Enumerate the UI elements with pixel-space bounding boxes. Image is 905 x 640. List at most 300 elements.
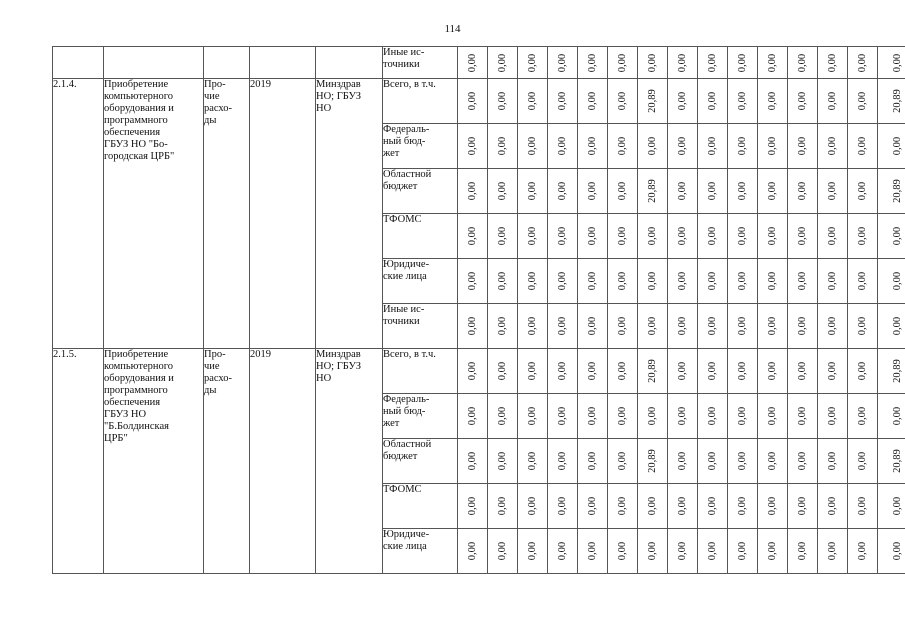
value-cell xyxy=(608,439,638,484)
value-cell xyxy=(698,349,728,394)
value-cell xyxy=(788,484,818,529)
value-cell xyxy=(668,47,698,79)
value-cell xyxy=(848,214,878,259)
item-number: 2.1.5. xyxy=(53,349,104,574)
value-cell xyxy=(848,394,878,439)
value-cell xyxy=(488,484,518,529)
value-cell xyxy=(578,394,608,439)
value-text: 0,00 xyxy=(616,91,628,111)
value-text: 0,00 xyxy=(706,181,718,201)
source-cell: ТФОМС xyxy=(383,484,458,529)
value-cell xyxy=(758,439,788,484)
value-text: 0,00 xyxy=(796,496,808,516)
value-cell xyxy=(698,169,728,214)
value-text: 0,00 xyxy=(586,53,598,72)
value-text: 0,00 xyxy=(676,451,688,471)
value-text: 0,00 xyxy=(586,361,598,381)
value-cell xyxy=(758,79,788,124)
value-text: 0,00 xyxy=(586,271,598,291)
source-cell: Юридиче- ские лица xyxy=(383,529,458,574)
value-text: 0,00 xyxy=(466,271,478,291)
value-text: 0,00 xyxy=(526,316,538,336)
value-text: 0,00 xyxy=(856,406,868,426)
value-text: 0,00 xyxy=(676,136,688,156)
value-cell xyxy=(728,304,758,349)
value-text: 0,00 xyxy=(796,406,808,426)
value-text: 0,00 xyxy=(706,496,718,516)
value-cell xyxy=(788,169,818,214)
value-text: 0,00 xyxy=(646,271,658,291)
value-text: 0,00 xyxy=(891,271,903,291)
value-cell xyxy=(668,124,698,169)
value-text: 0,00 xyxy=(856,541,868,561)
value-text: 0,00 xyxy=(496,406,508,426)
value-text: 0,00 xyxy=(766,53,778,72)
value-text: 0,00 xyxy=(891,226,903,246)
value-cell xyxy=(698,484,728,529)
value-cell xyxy=(518,484,548,529)
value-cell xyxy=(848,47,878,79)
value-cell xyxy=(608,79,638,124)
value-cell xyxy=(458,259,488,304)
value-text: 0,00 xyxy=(856,181,868,201)
value-cell xyxy=(608,529,638,574)
value-text: 0,00 xyxy=(856,91,868,111)
value-cell xyxy=(578,169,608,214)
value-cell xyxy=(818,169,848,214)
value-cell xyxy=(818,529,848,574)
value-cell xyxy=(458,79,488,124)
value-cell xyxy=(548,169,578,214)
value-cell xyxy=(548,259,578,304)
value-text: 0,00 xyxy=(826,136,838,156)
value-text: 0,00 xyxy=(796,451,808,471)
value-cell xyxy=(488,79,518,124)
value-cell xyxy=(458,349,488,394)
value-cell xyxy=(848,529,878,574)
value-cell xyxy=(698,529,728,574)
value-text: 0,00 xyxy=(826,316,838,336)
value-text: 0,00 xyxy=(586,226,598,246)
value-cell xyxy=(518,47,548,79)
value-text: 0,00 xyxy=(891,316,903,336)
source-cell: Областной бюджет xyxy=(383,169,458,214)
value-text: 0,00 xyxy=(466,451,478,471)
value-text: 0,00 xyxy=(796,541,808,561)
value-cell xyxy=(578,259,608,304)
value-text: 0,00 xyxy=(526,541,538,561)
value-cell xyxy=(488,304,518,349)
value-text: 0,00 xyxy=(466,226,478,246)
source-cell: Иные ис- точники xyxy=(383,47,458,79)
value-text: 20,89 xyxy=(891,359,903,383)
value-text: 0,00 xyxy=(496,53,508,72)
value-text: 20,89 xyxy=(646,359,658,383)
value-text: 0,00 xyxy=(706,406,718,426)
value-cell xyxy=(488,394,518,439)
value-cell xyxy=(848,79,878,124)
value-cell xyxy=(548,124,578,169)
value-text: 0,00 xyxy=(736,316,748,336)
table-row xyxy=(53,47,905,79)
value-cell xyxy=(638,79,668,124)
value-text: 0,00 xyxy=(526,136,538,156)
value-text: 0,00 xyxy=(676,271,688,291)
value-text: 0,00 xyxy=(736,271,748,291)
value-text: 0,00 xyxy=(676,226,688,246)
value-text: 0,00 xyxy=(496,271,508,291)
value-text: 0,00 xyxy=(891,136,903,156)
page-number: 114 xyxy=(444,23,461,35)
value-text: 0,00 xyxy=(556,361,568,381)
value-text: 20,89 xyxy=(891,179,903,203)
value-text: 0,00 xyxy=(766,181,778,201)
value-text: 0,00 xyxy=(856,136,868,156)
value-cell xyxy=(638,214,668,259)
value-cell xyxy=(728,259,758,304)
value-text: 0,00 xyxy=(736,361,748,381)
item-executor: Минздрав НО; ГБУЗ НО xyxy=(316,79,383,349)
value-text: 0,00 xyxy=(706,451,718,471)
value-text: 0,00 xyxy=(826,451,838,471)
value-cell xyxy=(668,304,698,349)
source-cell: ТФОМС xyxy=(383,214,458,259)
value-text: 0,00 xyxy=(891,406,903,426)
value-text: 0,00 xyxy=(556,451,568,471)
value-cell xyxy=(518,214,548,259)
value-cell xyxy=(548,79,578,124)
value-cell xyxy=(758,169,788,214)
value-text: 0,00 xyxy=(556,541,568,561)
value-cell xyxy=(548,439,578,484)
value-text: 0,00 xyxy=(826,181,838,201)
value-text: 0,00 xyxy=(526,181,538,201)
value-text: 0,00 xyxy=(466,181,478,201)
value-cell xyxy=(638,484,668,529)
value-cell xyxy=(698,79,728,124)
value-cell xyxy=(818,124,848,169)
value-text: 0,00 xyxy=(736,91,748,111)
value-cell xyxy=(878,47,905,79)
value-cell xyxy=(518,349,548,394)
value-cell xyxy=(818,259,848,304)
value-text: 0,00 xyxy=(616,316,628,336)
value-cell xyxy=(818,47,848,79)
value-cell xyxy=(668,484,698,529)
source-cell: Всего, в т.ч. xyxy=(383,79,458,124)
value-cell xyxy=(698,214,728,259)
value-cell xyxy=(848,124,878,169)
value-cell xyxy=(668,214,698,259)
value-cell xyxy=(668,394,698,439)
value-cell xyxy=(878,214,905,259)
value-text: 0,00 xyxy=(706,226,718,246)
value-cell xyxy=(698,259,728,304)
value-text: 0,00 xyxy=(766,451,778,471)
value-text: 0,00 xyxy=(676,361,688,381)
value-text: 0,00 xyxy=(616,406,628,426)
value-cell xyxy=(668,349,698,394)
value-text: 0,00 xyxy=(736,181,748,201)
value-text: 0,00 xyxy=(856,451,868,471)
value-cell xyxy=(548,47,578,79)
value-text: 0,00 xyxy=(766,541,778,561)
value-cell xyxy=(578,124,608,169)
value-text: 0,00 xyxy=(586,451,598,471)
value-text: 0,00 xyxy=(826,496,838,516)
value-text: 0,00 xyxy=(526,53,538,72)
value-text: 0,00 xyxy=(676,181,688,201)
value-text: 0,00 xyxy=(826,91,838,111)
value-text: 0,00 xyxy=(526,361,538,381)
value-cell xyxy=(878,439,905,484)
value-cell xyxy=(848,259,878,304)
value-cell xyxy=(578,349,608,394)
value-cell xyxy=(608,484,638,529)
value-text: 20,89 xyxy=(646,449,658,473)
value-text: 0,00 xyxy=(736,53,748,72)
value-text: 0,00 xyxy=(586,496,598,516)
value-cell xyxy=(638,169,668,214)
value-text: 0,00 xyxy=(466,361,478,381)
source-cell: Всего, в т.ч. xyxy=(383,349,458,394)
value-text: 0,00 xyxy=(856,226,868,246)
value-cell xyxy=(668,169,698,214)
expense-type: Про- чие расхо- ды xyxy=(204,79,250,349)
value-text: 0,00 xyxy=(766,496,778,516)
value-cell xyxy=(638,304,668,349)
value-cell xyxy=(458,169,488,214)
value-text: 0,00 xyxy=(496,541,508,561)
budget-table xyxy=(52,46,905,574)
value-cell xyxy=(578,484,608,529)
value-text: 0,00 xyxy=(466,136,478,156)
value-cell xyxy=(758,529,788,574)
value-text: 0,00 xyxy=(586,406,598,426)
value-text: 0,00 xyxy=(616,541,628,561)
value-text: 0,00 xyxy=(796,91,808,111)
value-cell xyxy=(548,484,578,529)
value-text: 0,00 xyxy=(556,271,568,291)
value-cell xyxy=(608,47,638,79)
value-cell xyxy=(698,304,728,349)
value-text: 0,00 xyxy=(676,53,688,72)
value-text: 20,89 xyxy=(646,179,658,203)
value-cell xyxy=(848,304,878,349)
value-text: 0,00 xyxy=(856,496,868,516)
value-cell xyxy=(458,304,488,349)
value-text: 0,00 xyxy=(586,316,598,336)
value-cell xyxy=(518,304,548,349)
value-text: 0,00 xyxy=(736,451,748,471)
source-cell: Федераль- ный бюд- жет xyxy=(383,394,458,439)
value-text: 0,00 xyxy=(526,226,538,246)
item-year: 2019 xyxy=(250,79,316,349)
value-cell xyxy=(818,214,848,259)
value-text: 0,00 xyxy=(736,406,748,426)
value-text: 0,00 xyxy=(706,316,718,336)
value-text: 0,00 xyxy=(766,361,778,381)
value-cell xyxy=(488,439,518,484)
empty-cell xyxy=(53,47,104,79)
table-row xyxy=(53,349,905,394)
value-cell xyxy=(848,169,878,214)
value-cell xyxy=(608,349,638,394)
value-cell xyxy=(758,484,788,529)
value-text: 0,00 xyxy=(676,541,688,561)
value-text: 0,00 xyxy=(766,136,778,156)
value-cell xyxy=(788,124,818,169)
value-cell xyxy=(458,394,488,439)
value-text: 0,00 xyxy=(736,136,748,156)
value-text: 0,00 xyxy=(856,271,868,291)
source-cell: Юридиче- ские лица xyxy=(383,259,458,304)
value-cell xyxy=(758,304,788,349)
value-cell xyxy=(728,79,758,124)
value-cell xyxy=(818,79,848,124)
value-text: 0,00 xyxy=(586,541,598,561)
value-text: 0,00 xyxy=(706,271,718,291)
value-cell xyxy=(608,124,638,169)
value-text: 0,00 xyxy=(796,271,808,291)
value-cell xyxy=(848,439,878,484)
value-text: 0,00 xyxy=(766,406,778,426)
value-text: 0,00 xyxy=(616,181,628,201)
value-text: 0,00 xyxy=(646,406,658,426)
value-text: 20,89 xyxy=(891,449,903,473)
value-text: 0,00 xyxy=(496,226,508,246)
value-text: 0,00 xyxy=(616,451,628,471)
value-cell xyxy=(878,124,905,169)
value-cell xyxy=(608,304,638,349)
value-cell xyxy=(638,47,668,79)
value-cell xyxy=(518,439,548,484)
value-text: 0,00 xyxy=(796,316,808,336)
item-executor: Минздрав НО; ГБУЗ НО xyxy=(316,349,383,574)
value-text: 0,00 xyxy=(526,91,538,111)
value-cell xyxy=(488,349,518,394)
value-cell xyxy=(788,529,818,574)
value-cell xyxy=(608,394,638,439)
value-cell xyxy=(548,394,578,439)
value-text: 0,00 xyxy=(496,136,508,156)
source-cell: Иные ис- точники xyxy=(383,304,458,349)
value-cell xyxy=(458,439,488,484)
value-text: 0,00 xyxy=(466,316,478,336)
value-cell xyxy=(458,529,488,574)
value-text: 0,00 xyxy=(496,451,508,471)
value-cell xyxy=(578,79,608,124)
value-text: 0,00 xyxy=(556,53,568,72)
value-text: 0,00 xyxy=(676,316,688,336)
value-cell xyxy=(458,47,488,79)
value-text: 0,00 xyxy=(526,451,538,471)
value-cell xyxy=(458,124,488,169)
value-text: 0,00 xyxy=(616,361,628,381)
value-cell xyxy=(488,124,518,169)
value-text: 0,00 xyxy=(556,316,568,336)
value-cell xyxy=(728,529,758,574)
value-text: 0,00 xyxy=(826,226,838,246)
value-text: 0,00 xyxy=(466,541,478,561)
value-cell xyxy=(878,304,905,349)
value-cell xyxy=(878,259,905,304)
value-cell xyxy=(548,304,578,349)
value-cell xyxy=(638,439,668,484)
value-text: 0,00 xyxy=(676,496,688,516)
value-cell xyxy=(788,259,818,304)
value-text: 0,00 xyxy=(706,136,718,156)
value-text: 0,00 xyxy=(466,53,478,72)
item-year: 2019 xyxy=(250,349,316,574)
value-cell xyxy=(458,214,488,259)
value-text: 0,00 xyxy=(891,496,903,516)
value-text: 20,89 xyxy=(891,89,903,113)
value-text: 0,00 xyxy=(526,496,538,516)
value-text: 0,00 xyxy=(496,91,508,111)
value-cell xyxy=(728,214,758,259)
value-cell xyxy=(758,47,788,79)
value-text: 0,00 xyxy=(856,53,868,72)
value-cell xyxy=(758,349,788,394)
value-text: 0,00 xyxy=(556,406,568,426)
table-row xyxy=(53,79,905,124)
value-text: 0,00 xyxy=(466,406,478,426)
value-cell xyxy=(518,259,548,304)
value-text: 0,00 xyxy=(646,316,658,336)
empty-cell xyxy=(204,47,250,79)
value-text: 0,00 xyxy=(826,361,838,381)
value-cell xyxy=(728,169,758,214)
value-cell xyxy=(818,439,848,484)
value-cell xyxy=(548,214,578,259)
value-cell xyxy=(788,79,818,124)
value-text: 0,00 xyxy=(496,361,508,381)
value-text: 0,00 xyxy=(826,53,838,72)
item-number: 2.1.4. xyxy=(53,79,104,349)
value-text: 0,00 xyxy=(706,91,718,111)
value-cell xyxy=(488,47,518,79)
value-text: 0,00 xyxy=(766,91,778,111)
value-cell xyxy=(728,484,758,529)
value-text: 0,00 xyxy=(526,271,538,291)
value-cell xyxy=(848,484,878,529)
value-cell xyxy=(848,349,878,394)
empty-cell xyxy=(104,47,204,79)
value-text: 0,00 xyxy=(676,91,688,111)
value-cell xyxy=(578,304,608,349)
value-cell xyxy=(878,394,905,439)
value-text: 0,00 xyxy=(616,136,628,156)
value-cell xyxy=(608,259,638,304)
value-cell xyxy=(578,529,608,574)
value-text: 0,00 xyxy=(646,136,658,156)
value-text: 0,00 xyxy=(856,316,868,336)
value-cell xyxy=(548,349,578,394)
value-cell xyxy=(788,214,818,259)
value-cell xyxy=(788,349,818,394)
value-text: 0,00 xyxy=(796,53,808,72)
value-cell xyxy=(818,484,848,529)
value-text: 0,00 xyxy=(826,271,838,291)
value-text: 0,00 xyxy=(706,53,718,72)
value-cell xyxy=(758,214,788,259)
expense-type: Про- чие расхо- ды xyxy=(204,349,250,574)
value-text: 0,00 xyxy=(586,136,598,156)
value-text: 0,00 xyxy=(496,496,508,516)
value-text: 0,00 xyxy=(586,91,598,111)
value-cell xyxy=(518,394,548,439)
